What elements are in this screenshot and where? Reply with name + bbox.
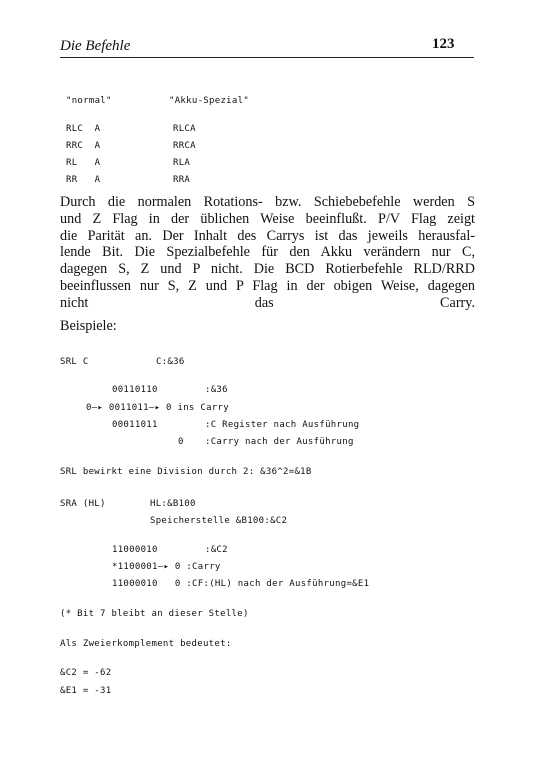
code-line: SRL C	[60, 357, 89, 367]
paragraph-line: beeinflussen nur S, Z und P Flag in der obigen Weise, dagegen	[60, 277, 475, 294]
column-header-normal: "normal"	[66, 96, 112, 106]
code-line: (* Bit 7 bleibt an dieser Stelle)	[60, 609, 249, 619]
code-line: :&C2	[205, 545, 228, 555]
code-line: &C2 = -62	[60, 668, 112, 678]
paragraph-line: lende Bit. Die Spezialbefehle für den Akku verändern nur C,	[60, 244, 475, 261]
code-line: 0	[178, 437, 184, 447]
table-cell-normal: RL A	[66, 158, 101, 168]
paragraph-line: nicht das Carry.	[60, 294, 475, 311]
table-cell-normal: RR A	[66, 175, 101, 185]
paragraph-line: die Parität an. Der Inhalt des Carrys ist das jeweils herausfal-	[60, 227, 475, 244]
code-line: 00110110	[112, 385, 158, 395]
examples-heading: Beispiele:	[60, 318, 117, 334]
column-header-akku: "Akku-Spezial"	[169, 96, 250, 106]
paragraph-line: dagegen S, Z und P nicht. Die BCD Rotierbefehle RLD/RRD	[60, 261, 475, 278]
header-rule	[60, 57, 474, 58]
code-line: HL:&B100	[150, 499, 196, 509]
code-line: *1100001—▸ 0 :Carry	[112, 562, 221, 572]
code-line: 11000010 0 :CF:(HL) nach der Ausführung=&E1	[112, 579, 370, 589]
table-cell-akku: RLCA	[173, 124, 196, 134]
code-line: Als Zweierkomplement bedeutet:	[60, 639, 232, 649]
code-line: C:&36	[156, 357, 185, 367]
code-line: 0—▸ 0011011—▸ 0 ins Carry	[86, 403, 229, 413]
paragraph-line: und Z Flag in der üblichen Weise beeinflußt. P/V Flag zeigt	[60, 210, 475, 227]
page-number: 123	[432, 36, 455, 52]
running-header-title: Die Befehle	[60, 38, 131, 54]
code-line: SRL bewirkt eine Division durch 2: &36^2=&1B	[60, 467, 312, 477]
code-line: Speicherstelle &B100:&C2	[150, 516, 288, 526]
code-line: :Carry nach der Ausführung	[205, 437, 354, 447]
code-line: 00011011	[112, 420, 158, 430]
code-line: &E1 = -31	[60, 686, 112, 696]
table-cell-akku: RLA	[173, 158, 191, 168]
table-cell-akku: RRCA	[173, 141, 196, 151]
code-line: SRA (HL)	[60, 499, 106, 509]
table-cell-normal: RLC A	[66, 124, 101, 134]
table-cell-akku: RRA	[173, 175, 191, 185]
paragraph-line: Durch die normalen Rotations- bzw. Schiebebefehle werden S	[60, 194, 475, 210]
code-line: :C Register nach Ausführung	[205, 420, 360, 430]
code-line: 11000010	[112, 545, 158, 555]
code-line: :&36	[205, 385, 228, 395]
table-cell-normal: RRC A	[66, 141, 101, 151]
body-paragraph	[60, 194, 475, 312]
